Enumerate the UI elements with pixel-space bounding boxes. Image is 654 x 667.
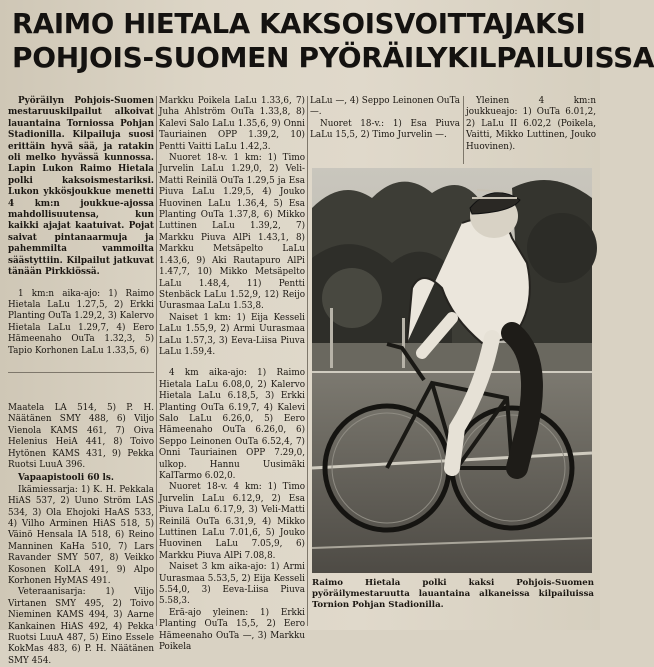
result-continued: Maatela LA 514, 5) P. H. Näätänen SMY 488, 6) Viljo Vienola KAMS 461, 7) Oiva Helenius HeiA 441, 8) Toivo Hytönen KAMS 431, 9) Pekka Ruotsi LuuA 396. bbox=[8, 402, 154, 470]
result-naiset-3km: Naiset 3 km aika-ajo: 1) Armi Uurasmaa 5.53,5, 2) Eija Kesseli 5.54,0, 3) Eeva-Liisa Piuva 5.58,3. bbox=[159, 562, 305, 607]
result-top: Markku Poikela LaLu 1.33,6, 7) Juha Ahlström OuTa 1.33,8, 8) Kalevi Salo LaLu 1.35,6, 9) Onni Tauriainen OPP 1.39,2, 10) Pentti Vaitti LaLu 1.42,3. bbox=[159, 96, 305, 152]
result-1km: 1 km:n aika-ajo: 1) Raimo Hietala LaLu 1.27,5, 2) Erkki Planting OuTa 1.29,2, 3) Kalervo Hietala LaLu 1.29,7, 4) Eero Hämeenaho OuTa 1.32,3, 5) Tapio Korhonen LaLu 1.33,5, 6) bbox=[8, 288, 154, 356]
result-nuoret-1km: Nuoret 18-v. 1 km: 1) Timo Jurvelin LaLu 1.29,0, 2) Veli-Matti Reinilä OuTa 1.29,5 ja Esa Piuva LaLu 1.29,5, 4) Jouko Huovinen LaLu 1.36,4, 5) Esa Planting OuTa 1.37,8, 6) Mikko Luttinen LaLu 1.39,2, 7) Markku Piuva AlPi 1.43,1, 8) Markku Metsäpelto LaLu 1.43,6, 9) Aki Rautapuro AlPi 1.47,7, 10) Mikko Metsäpelto LaLu 1.48,4, 11) Pentti Stenbäck LaLu 1.52,9, 12) Reijo Uurasmaa LaLu 1.53,8. bbox=[159, 153, 305, 312]
cyclist-photo bbox=[312, 168, 592, 573]
result-eraajo-nuoret: Nuoret 18-v.: 1) Esa Piuva LaLu 15,5, 2) Timo Jurvelin —. bbox=[310, 118, 460, 141]
column-divider bbox=[156, 96, 157, 626]
result-ikamiessarja: Ikämiessarja: 1) K. H. Pekkala HiAS 537, 2) Uuno Ström LAS 534, 3) Ola Ehojoki HaAS 533, 4) Vilho Arminen HiAS 518, 5) Väinö Hensala IA 518, 6) Reino Manninen KaHa 510, 7) Lars Ravander SMY 507, 8) Veikko Kosonen KolLA 491, 9) Alpo Korhonen HyMAS 491. bbox=[8, 484, 154, 587]
column-divider bbox=[463, 96, 464, 164]
result-joukkueajo: Yleinen 4 km:n joukkueajo: 1) OuTa 6.01,2, 2) LaLu II 6.02,2 (Poikela, Vaitti, Mikko Luttinen, Jouko Huovinen). bbox=[466, 96, 596, 152]
section-rule bbox=[8, 372, 154, 373]
result-nuoret-4km: Nuoret 18-v. 4 km: 1) Timo Jurvelin LaLu 6.12,9, 2) Esa Piuva LaLu 6.17,9, 3) Veli-Matti Reinilä OuTa 6.31,9, 4) Mikko Luttinen LaLu 7.01,6, 5) Jouko Huovinen LaLu 7.05,9, 6) Markku Piuva AlPi 7.08,8. bbox=[159, 482, 305, 561]
cyclist-illustration bbox=[312, 168, 592, 573]
column-2 bbox=[159, 96, 305, 653]
result-naiset-1km: Naiset 1 km: 1) Eija Kesseli LaLu 1.55,9, 2) Armi Uurasmaa LaLu 1.57,3, 3) Eeva-Liisa Piuva LaLu 1.59,4. bbox=[159, 312, 305, 357]
headline-line-1: RAIMO HIETALA KAKSOISVOITTAJAKSI bbox=[12, 8, 586, 40]
column-divider bbox=[307, 96, 308, 626]
result-4km: 4 km aika-ajo: 1) Raimo Hietala LaLu 6.08,0, 2) Kalervo Hietala LaLu 6.18,5, 3) Erkki Planting OuTa 6.19,7, 4) Kalevi Salo LaLu 6.26,0, 5) Eero Hämeenaho OuTa 6.26,0, 6) Seppo Leinonen OuTa 6.52,4, 7) Onni Tauriainen OPP 7.29,0, ulkop. Hannu Uusimäki KalTarmo 6.02,0. bbox=[159, 368, 305, 481]
photo-caption: Raimo Hietala polki kaksi Pohjois-Suomen pyöräilymestaruutta lauantaina alkaneissa kilpailuissa Tornion Pohjan Stadionilla. bbox=[312, 578, 594, 611]
result-veteraanisarja: Veteraanisarja: 1) Viljo Virtanen SMY 495, 2) Toivo Nieminen KAMS 494, 3) Aarne Kankainen HiAS 492, 4) Pekka Ruotsi LuuA 487, 5) Eino Essele KokMas 483, 6) P. H. Näätänen SMY 454. bbox=[8, 587, 154, 666]
column-1 bbox=[8, 96, 154, 666]
article-intro: Pyöräilyn Pohjois-Suomen mestaruuskilpailut alkoivat lauantaina Torniossa Pohjan Stadionilla. Kilpailuja suosi erittäin hyvä sää, ja ratakin oli melko hyvässä kunnossa. Lapin Lukon Raimo Hietala polki kaksoismestariksi. Lukon ykkösjoukkue menetti 4 km:n joukkue-ajossa mahdollisuutensa, kun kaikki ajajat kaatuivat. Pojat saivat pintanaarmuja ja pahemmilta vammoilta säästyttiin. Kilpailut jatkuvat tänään Pirkkiössä. bbox=[8, 96, 154, 278]
vapaapistooli-heading: Vapaapistooli 60 ls. bbox=[18, 473, 114, 484]
result-eraajo-cont: LaLu —, 4) Seppo Leinonen OuTa —. bbox=[310, 96, 460, 118]
result-eraajo: Erä-ajo yleinen: 1) Erkki Planting OuTa 15,5, 2) Eero Hämeenaho OuTa —, 3) Markku Poikela bbox=[159, 607, 305, 653]
column-3 bbox=[310, 96, 460, 162]
headline-line-2: POHJOIS-SUOMEN PYÖRÄILYKILPAILUISSA bbox=[12, 41, 654, 74]
column-4 bbox=[466, 96, 596, 162]
